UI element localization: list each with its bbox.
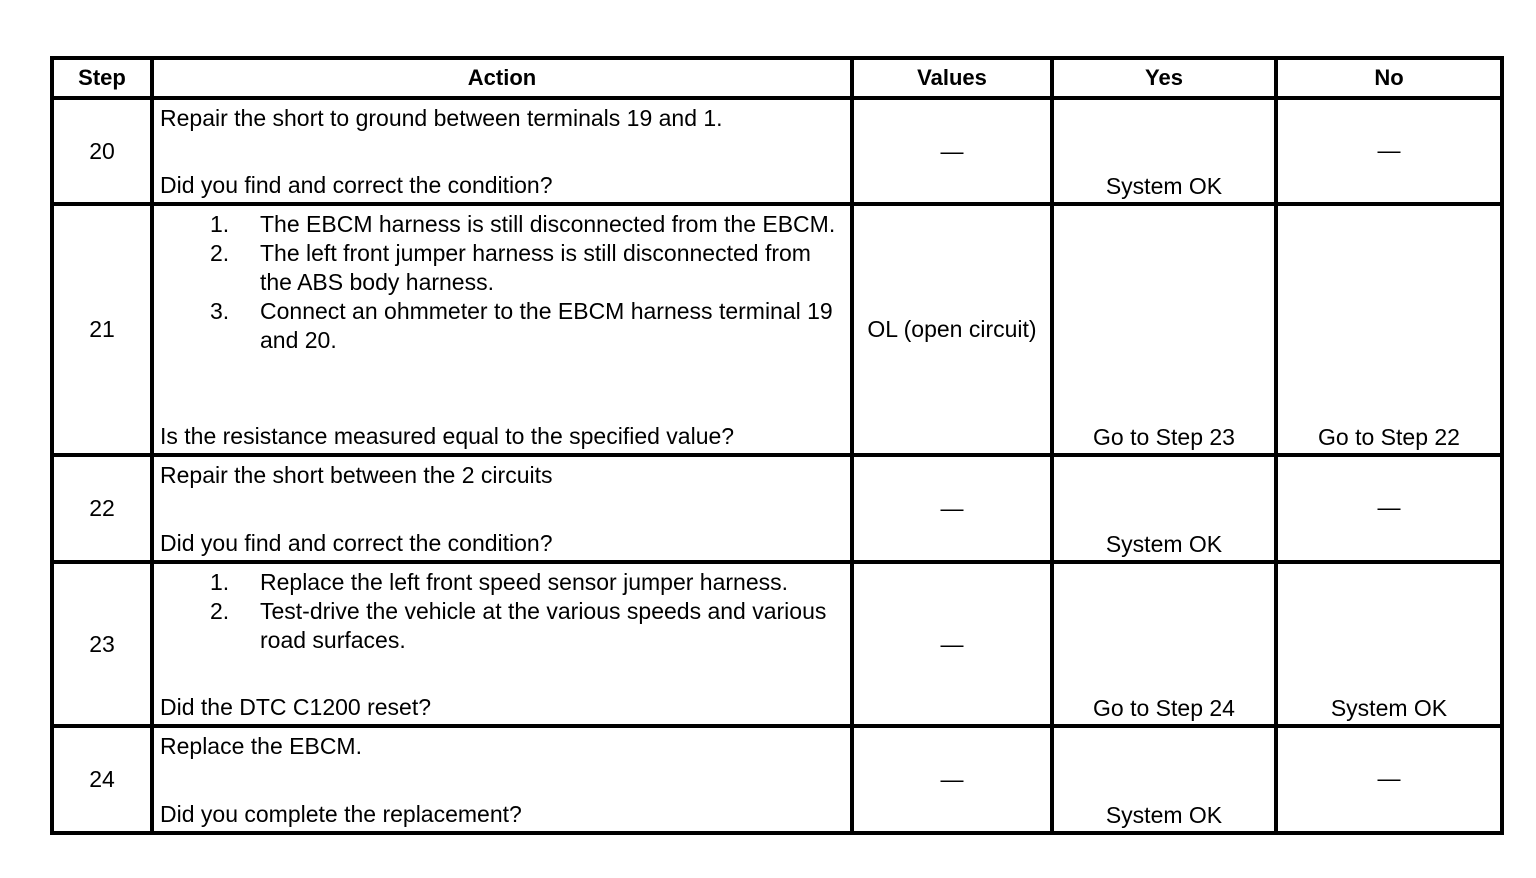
yes-cell: System OK [1052,98,1276,204]
yes-cell: System OK [1052,455,1276,562]
yes-cell: Go to Step 23 [1052,204,1276,455]
step-number: 23 [52,562,152,726]
yes-cell: System OK [1052,726,1276,833]
header-no: No [1276,58,1502,98]
action-text: Repair the short to ground between terminals 19 and 1. [160,105,723,131]
no-cell: System OK [1276,562,1502,726]
header-action: Action [152,58,852,98]
action-cell [152,562,852,726]
no-cell: Go to Step 22 [1276,204,1502,455]
action-cell [152,204,852,455]
table-row [52,562,1502,726]
values-cell: — [852,98,1052,204]
table-row [52,98,1502,204]
action-steps [160,568,844,655]
table-row [52,455,1502,562]
header-values: Values [852,58,1052,98]
values-cell: — [852,562,1052,726]
action-cell [152,455,852,562]
yes-cell: Go to Step 24 [1052,562,1276,726]
diagnostic-table [50,56,1504,835]
no-cell: — [1276,455,1502,562]
action-cell [152,98,852,204]
no-cell: — [1276,726,1502,833]
step-number: 20 [52,98,152,204]
table-row [52,726,1502,833]
no-cell: — [1276,98,1502,204]
action-question: Did the DTC C1200 reset? [160,694,432,720]
action-text: Replace the EBCM. [160,733,362,759]
action-question: Did you find and correct the condition? [160,530,553,556]
header-step: Step [52,58,152,98]
values-cell: — [852,455,1052,562]
action-cell [152,726,852,833]
action-question: Did you find and correct the condition? [160,172,553,198]
action-question: Did you complete the replacement? [160,801,522,827]
list-item: 3. Connect an ohmmeter to the EBCM harness terminal 19 and 20. [210,298,833,353]
table-row [52,204,1502,455]
values-cell: — [852,726,1052,833]
list-item: 1. Replace the left front speed sensor jumper harness. [210,569,789,595]
values-cell: OL (open circuit) [852,204,1052,455]
action-text: Repair the short between the 2 circuits [160,462,553,488]
list-item: 2. Test-drive the vehicle at the various speeds and various road surfaces. [210,598,827,653]
list-item: 1. The EBCM harness is still disconnected from the EBCM. [210,211,836,237]
list-item: 2. The left front jumper harness is still disconnected from the ABS body harness. [210,240,811,295]
action-question: Is the resistance measured equal to the specified value? [160,423,735,449]
action-steps [160,210,844,355]
step-number: 21 [52,204,152,455]
step-number: 22 [52,455,152,562]
header-yes: Yes [1052,58,1276,98]
step-number: 24 [52,726,152,833]
header-row [52,58,1502,98]
